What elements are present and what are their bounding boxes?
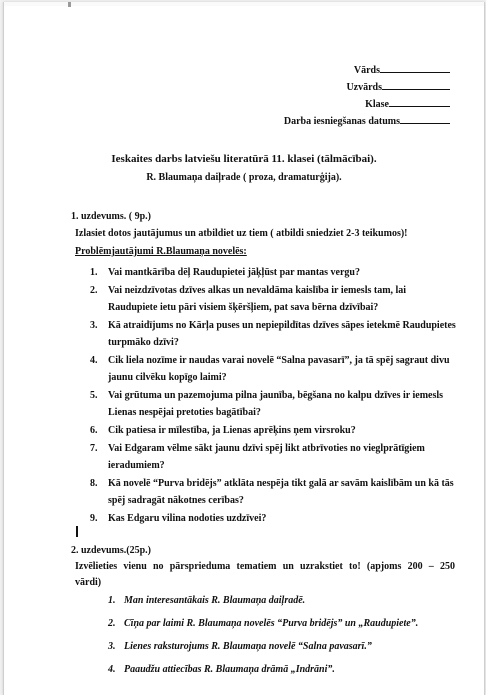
question-text-line: jaunu cilvēku kopīgo laimi? xyxy=(108,372,227,383)
question-item xyxy=(90,264,460,281)
question-number: 6. xyxy=(90,425,98,436)
task1-subheading: Problēmjautājumi R.Blaumaņa novelēs: xyxy=(75,246,247,257)
topic-number: 1. xyxy=(108,595,116,606)
topic-item xyxy=(108,615,458,632)
surname-field xyxy=(284,79,450,96)
question-list xyxy=(90,264,460,528)
surname-label: Uzvārds xyxy=(346,82,382,93)
class-label: Klase xyxy=(365,99,389,110)
name-field xyxy=(284,62,450,79)
question-item xyxy=(90,317,460,351)
student-info-fields xyxy=(284,62,450,130)
question-text-line: Kā novelē “Purva bridējs” atklāta nespēja tikt galā ar savām kaislībām un kā tās xyxy=(108,478,454,489)
question-item xyxy=(90,440,460,474)
question-text-line: Cik liela nozīme ir naudas varai novelē “Salna pavasarī”, ja tā spēj sagraut divu xyxy=(108,355,450,366)
question-text-line: Kā atraidījums no Kārļa puses un nepiepildītas dzīves sāpes ietekmē Raudupietes xyxy=(108,320,456,331)
question-text-line: Cik patiesa ir mīlestība, ja Lienas aprēķins ņem virsroku? xyxy=(108,425,356,436)
question-number: 2. xyxy=(90,285,98,296)
name-label: Vārds xyxy=(353,65,380,76)
topic-number: 2. xyxy=(108,618,116,629)
question-item xyxy=(90,475,460,509)
question-number: 9. xyxy=(90,513,98,524)
question-text-line: Lienas nespējai pretoties bagātībai? xyxy=(108,407,261,418)
question-number: 3. xyxy=(90,320,98,331)
question-item xyxy=(90,352,460,386)
date-field xyxy=(284,113,450,130)
question-text-line: ieradumiem? xyxy=(108,460,165,471)
document-page xyxy=(3,2,485,695)
question-text-line: Vai grūtuma un pazemojuma pilna jaunība, bēgšana no kalpu dzīves ir iemesls xyxy=(108,390,444,401)
class-blank xyxy=(389,97,450,107)
topic-text: Cīņa par laimi R. Blaumaņa novelēs “Purva bridējs” un „Raudupiete”. xyxy=(124,618,419,629)
question-text-line: Vai neizdzīvotas dzīves alkas un nevaldāma kaislība ir iemesls tam, lai xyxy=(108,285,407,296)
question-number: 4. xyxy=(90,355,98,366)
topic-number: 3. xyxy=(108,641,116,652)
topic-text: Man interesantākais R. Blaumaņa daiļradē. xyxy=(124,595,306,606)
topic-text: Lienes raksturojums R. Blaumaņa novelē “Salna pavasarī.” xyxy=(124,641,372,652)
topic-item xyxy=(108,638,458,655)
question-number: 1. xyxy=(90,267,98,278)
question-item xyxy=(90,387,460,421)
question-item xyxy=(90,422,460,439)
question-item xyxy=(90,282,460,316)
date-blank xyxy=(400,114,450,124)
page-title: Ieskaites darbs latviešu literatūrā 11. klasei (tālmācībai). xyxy=(111,153,377,165)
topic-item xyxy=(108,592,458,609)
topic-list xyxy=(108,592,458,684)
question-item xyxy=(90,510,460,527)
question-text-line: Kas Edgaru vilina nodoties uzdzīvei? xyxy=(108,513,267,524)
question-number: 7. xyxy=(90,443,98,454)
question-text-line: spēj sadragāt nākotnes cerības? xyxy=(108,495,244,506)
page-top-strip xyxy=(4,2,484,6)
task1-instruction: Izlasiet dotos jautājumus un atbildiet uz tiem ( atbildi sniedziet 2-3 teikumos)! xyxy=(75,228,408,239)
question-text-line: Raudupiete ietu pāri visiem šķēršļiem, pat sava bērna dzīvībai? xyxy=(108,302,379,313)
topic-text: Paaudžu attiecības R. Blaumaņa drāmā „Indrāni”. xyxy=(124,664,335,675)
ruler-marker-icon xyxy=(68,2,71,7)
question-number: 8. xyxy=(90,478,98,489)
date-label: Darba iesniegšanas datums xyxy=(283,116,400,127)
question-text-line: turpmāko dzīvi? xyxy=(108,337,179,348)
class-field xyxy=(284,96,450,113)
topic-number: 4. xyxy=(108,664,116,675)
text-cursor xyxy=(76,526,78,537)
page-subtitle: R. Blaumaņa daiļrade ( proza, dramaturģija). xyxy=(146,172,342,183)
task1-heading: 1. uzdevums. ( 9p.) xyxy=(71,211,152,222)
name-blank xyxy=(380,63,450,73)
question-text-line: Vai mantkārība dēļ Raudupietei jāķļūst par mantas vergu? xyxy=(108,267,360,278)
question-number: 5. xyxy=(90,390,98,401)
task2-instruction-line2: vārdi) xyxy=(75,577,102,588)
task2-instruction-line1: Izvēlieties vienu no pārsprieduma tematiem un uzrakstiet to! (apjoms 200 – 250 xyxy=(75,561,455,572)
task2-heading: 2. uzdevums.(25p.) xyxy=(71,545,152,556)
question-text-line: Vai Edgaram vēlme sākt jaunu dzīvi spēj likt atbrīvoties no vieglprātīgiem xyxy=(108,443,425,454)
surname-blank xyxy=(382,80,450,90)
topic-item xyxy=(108,661,458,678)
